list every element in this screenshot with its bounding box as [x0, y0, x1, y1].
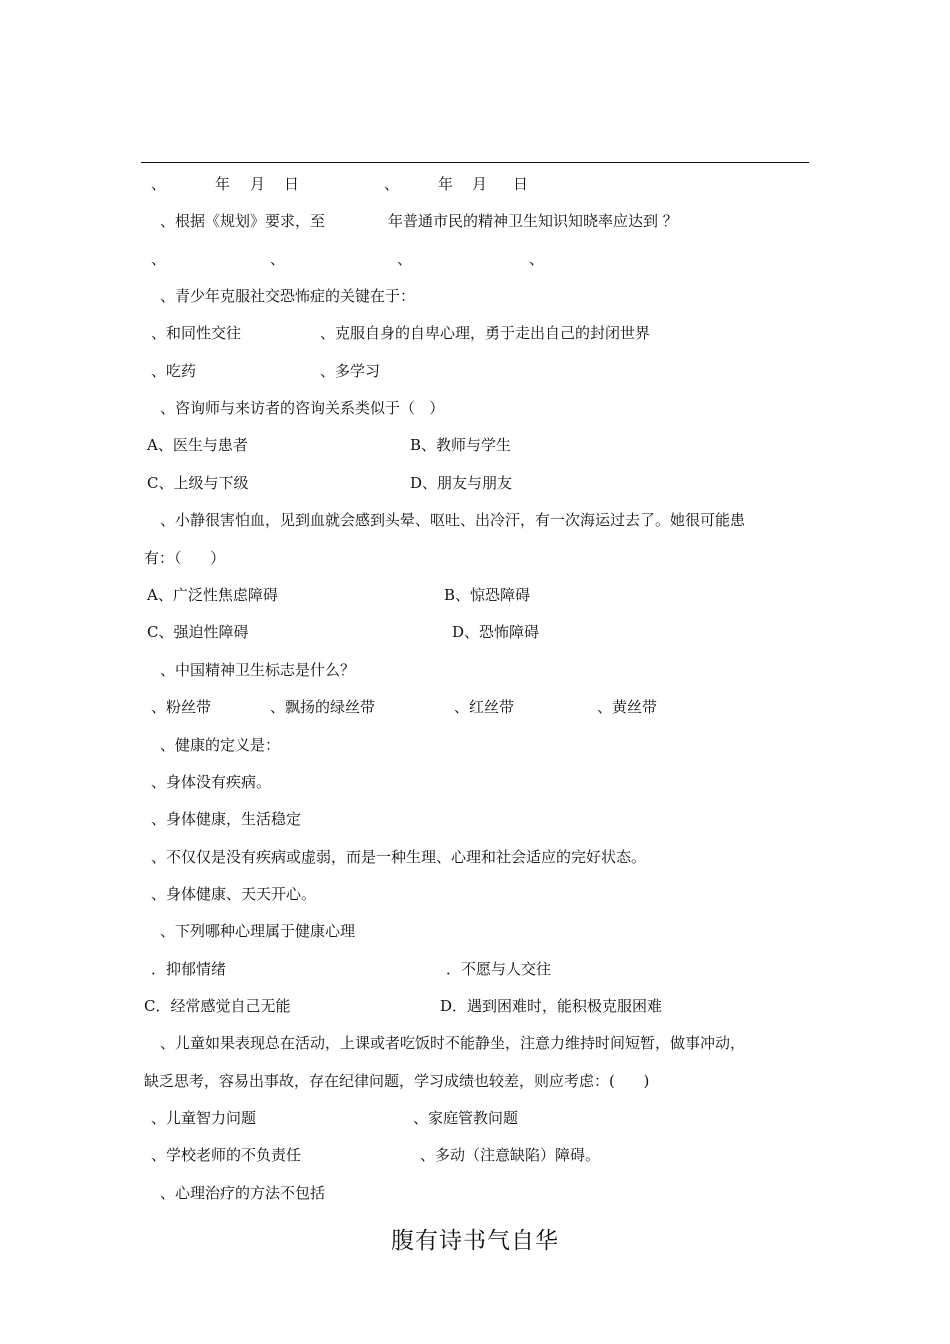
question-7-option-a: ．抑郁情绪: [151, 960, 227, 978]
question-1-part-b: 年普通市民的精神卫生知识知晓率应达到 ？: [388, 212, 678, 230]
question-8-option-a: 、儿童智力问题: [151, 1109, 257, 1127]
question-7: 、下列哪种心理属于健康心理: [160, 922, 356, 940]
question-3-option-d: D、朋友与朋友: [410, 474, 513, 492]
question-8-option-b: 、家庭管教问题: [413, 1109, 519, 1127]
question-5-option-b: 、飘扬的绿丝带: [270, 698, 376, 716]
question-8-option-c: 、学校老师的不负责任: [151, 1146, 302, 1164]
question-4-line-1: 、小静很害怕血，见到血就会感到头晕、呕吐、出冷汗，有一次海运过去了。她很可能患: [160, 511, 746, 529]
question-1-part-a: 、根据《规划》要求，至: [160, 212, 326, 230]
question-3: 、咨询师与来访者的咨询关系类似于（ ）: [160, 399, 445, 417]
question-2-option-d: 、多学习: [320, 362, 381, 380]
question-6-option-b: 、身体健康，生活稳定: [151, 810, 302, 828]
question-6: 、健康的定义是：: [160, 736, 281, 754]
question-5: 、中国精神卫生标志是什么？: [160, 661, 356, 679]
question-4-option-a: A、广泛性焦虑障碍: [147, 586, 278, 604]
question-6-option-a: 、身体没有疾病。: [151, 773, 272, 791]
question-6-option-c: 、不仅仅是没有疾病或虚弱，而是一种生理、心理和社会适应的完好状态。: [151, 848, 647, 866]
date-day-b: 日: [513, 175, 529, 193]
question-7-option-c: C．经常感觉自己无能: [144, 997, 291, 1015]
date-sep-a: 、: [151, 175, 167, 193]
question-4-line-2: 有：（ ）: [144, 549, 226, 567]
question-7-option-b: ．不愿与人交往: [446, 960, 552, 978]
question-1-option-b: 、: [270, 250, 286, 268]
question-2-option-a: 、和同性交往: [151, 324, 242, 342]
header-rule: [141, 162, 809, 163]
question-1-option-c: 、: [397, 250, 413, 268]
question-3-option-a: A、医生与患者: [147, 436, 248, 454]
question-4-option-b: B、惊恐障碍: [444, 586, 531, 604]
question-7-option-d: D．遇到困难时，能积极克服困难: [440, 997, 663, 1015]
question-2-option-c: 、吃药: [151, 362, 197, 380]
question-4-option-d: D、恐怖障碍: [452, 623, 540, 641]
question-8-line-2: 缺乏思考，容易出事故，存在纪律问题，学习成绩也较差，则应考虑：( ): [144, 1072, 650, 1090]
date-month-b: 月: [472, 175, 488, 193]
date-year-b: 年: [438, 175, 454, 193]
question-4-option-c: C、强迫性障碍: [147, 623, 249, 641]
question-2-option-b: 、克服自身的自卑心理，勇于走出自己的封闭世界: [320, 324, 651, 342]
question-8-option-d: 、多动（注意缺陷）障碍。: [420, 1146, 601, 1164]
date-day-a: 日: [284, 175, 300, 193]
question-5-option-a: 、粉丝带: [151, 698, 212, 716]
question-6-option-d: 、身体健康、天天开心。: [151, 885, 317, 903]
footer-motto: 腹有诗书气自华: [391, 1228, 559, 1254]
question-3-option-b: B、教师与学生: [410, 436, 512, 454]
question-9: 、心理治疗的方法不包括: [160, 1184, 326, 1202]
date-year-a: 年: [215, 175, 231, 193]
question-3-option-c: C、上级与下级: [147, 474, 249, 492]
question-2: 、青少年克服社交恐怖症的关键在于：: [160, 287, 416, 305]
question-5-option-d: 、黄丝带: [597, 698, 658, 716]
date-sep-b: 、: [384, 175, 400, 193]
question-5-option-c: 、红丝带: [454, 698, 515, 716]
date-month-a: 月: [250, 175, 266, 193]
question-1-option-d: 、: [529, 250, 545, 268]
question-8-line-1: 、儿童如果表现总在活动，上课或者吃饭时不能静坐，注意力维持时间短暂，做事冲动，: [160, 1034, 746, 1052]
question-1-option-a: 、: [151, 250, 167, 268]
